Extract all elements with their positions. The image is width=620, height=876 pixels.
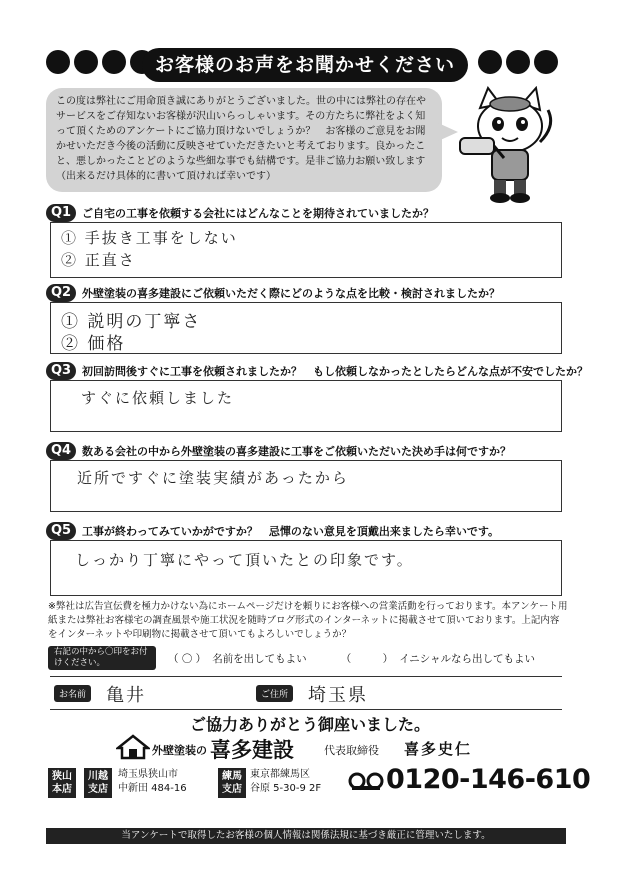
house-logo-icon — [116, 734, 150, 760]
name-address-row — [50, 676, 562, 710]
answer-line: しっかり丁寧にやって頂いたとの印象です。 — [75, 551, 414, 569]
name-label: お名前 — [54, 685, 91, 702]
question-text: 初回訪問後すぐに工事を依頼されましたか？ もし依頼しなかったとしたらどんな点が不安でしたか？ — [82, 365, 588, 378]
choice-2-label: イニシャルなら出してもよい — [399, 652, 536, 665]
address-label: ご住所 — [256, 685, 293, 702]
page-title: お客様のお声をお聞かせください — [142, 48, 468, 82]
rep-title: 代表取締役 — [324, 744, 379, 757]
store-badge-kawagoe: 川越支店 — [84, 768, 112, 798]
choice-1-label: 名前を出してもよい — [212, 652, 307, 665]
question-number: Q4 — [46, 442, 76, 460]
question-text: 数ある会社の中から外壁塗装の喜多建設に工事をご依頼いただいた決め手は何ですか？ — [82, 445, 511, 458]
question-number: Q2 — [46, 284, 76, 302]
header-dots-right — [478, 50, 558, 74]
answer-box-3[interactable] — [50, 380, 562, 432]
store-badge-nerima: 練馬支店 — [218, 768, 246, 798]
answer-line: ① 説明の丁寧さ — [61, 312, 202, 332]
answer-box-4[interactable] — [50, 460, 562, 512]
header-dots-left — [46, 50, 154, 74]
phone-number[interactable]: 0120-146-610 — [386, 764, 591, 795]
question-number: Q1 — [46, 204, 76, 222]
intro-bubble: この度は弊社にご用命頂き誠にありがとうございました。世の中には弊社の存在やサービスをご存知ないお客様が沢山いらっしゃいます。その方たちに弊社をよく知って頂くためのアンケートにご協力頂けないでしょうか？ お客様のご意見をお聞かせいただき今後の活動に反映させていただきたいと考えております。良かったこと、悪しかったことどのような些細な事でも結構です。是非ご協力お願い致します（出来るだけ具体的に書いて頂ければ幸いです） — [46, 88, 442, 192]
answer-box-2[interactable] — [50, 302, 562, 354]
company-prefix: 外壁塗装の — [152, 744, 207, 757]
publication-notice: ※弊社は広告宣伝費を極力かけない為にホームページだけを頼りにお客様への営業活動を行っております。本アンケート用紙または弊社お客様宅の調査風景や施工状況を随時ブログ形式のインターネットに掲載させて頂いております。上記内容をインターネットや印刷物に掲載させて頂いてもよろしいでしょうか？ — [48, 601, 568, 640]
mascot-cat-icon — [452, 86, 562, 204]
question-1 — [46, 204, 434, 222]
name-field[interactable]: 亀井 — [106, 685, 146, 706]
publish-choice-row — [48, 646, 535, 670]
company-name: 喜多建設 — [210, 738, 294, 762]
rep-name: 喜多史仁 — [404, 740, 473, 758]
address-field[interactable]: 埼玉県 — [308, 685, 368, 706]
store-badge-sayama: 狭山本店 — [48, 768, 76, 798]
question-5 — [46, 522, 499, 540]
store-address-nerima: 東京都練馬区 谷原 5-30-9 2F — [250, 769, 322, 794]
question-number: Q5 — [46, 522, 76, 540]
freedial-icon — [348, 770, 384, 792]
answer-box-1[interactable] — [50, 222, 562, 278]
answer-line: ② 価格 — [61, 334, 126, 354]
answer-line: すぐに依頼しました — [81, 389, 235, 407]
store-address-sayama: 埼玉県狭山市 中新田 484-16 — [118, 769, 187, 794]
thanks-message: ご協力ありがとう御座いました。 — [189, 715, 430, 734]
question-2 — [46, 284, 500, 302]
choice-1-mark[interactable]: （ 〇 ） — [168, 652, 207, 665]
question-text: 工事が終わってみていかがですか？ 忌憚のない意見を頂戴出来ましたら幸いです。 — [82, 525, 500, 538]
question-text: 外壁塗装の喜多建設にご依頼いただく際にどのような点を比較・検討されましたか？ — [82, 287, 500, 300]
answer-box-5[interactable] — [50, 540, 562, 596]
question-4 — [46, 442, 511, 460]
choice-instruction: 右記の中から〇印をお付けください。 — [48, 646, 156, 670]
choice-2-mark[interactable]: （ ） — [340, 652, 394, 665]
privacy-footer: 当アンケートで取得したお客様の個人情報は関係法規に基づき厳正に管理いたします。 — [46, 828, 566, 844]
answer-line: ① 手抜き工事をしない — [61, 229, 238, 247]
answer-line: ② 正直さ — [61, 251, 136, 269]
question-3 — [46, 362, 588, 380]
answer-line: 近所ですぐに塗装実績があったから — [77, 469, 349, 487]
question-number: Q3 — [46, 362, 76, 380]
question-text: ご自宅の工事を依頼する会社にはどんなことを期待されていましたか？ — [82, 207, 434, 220]
